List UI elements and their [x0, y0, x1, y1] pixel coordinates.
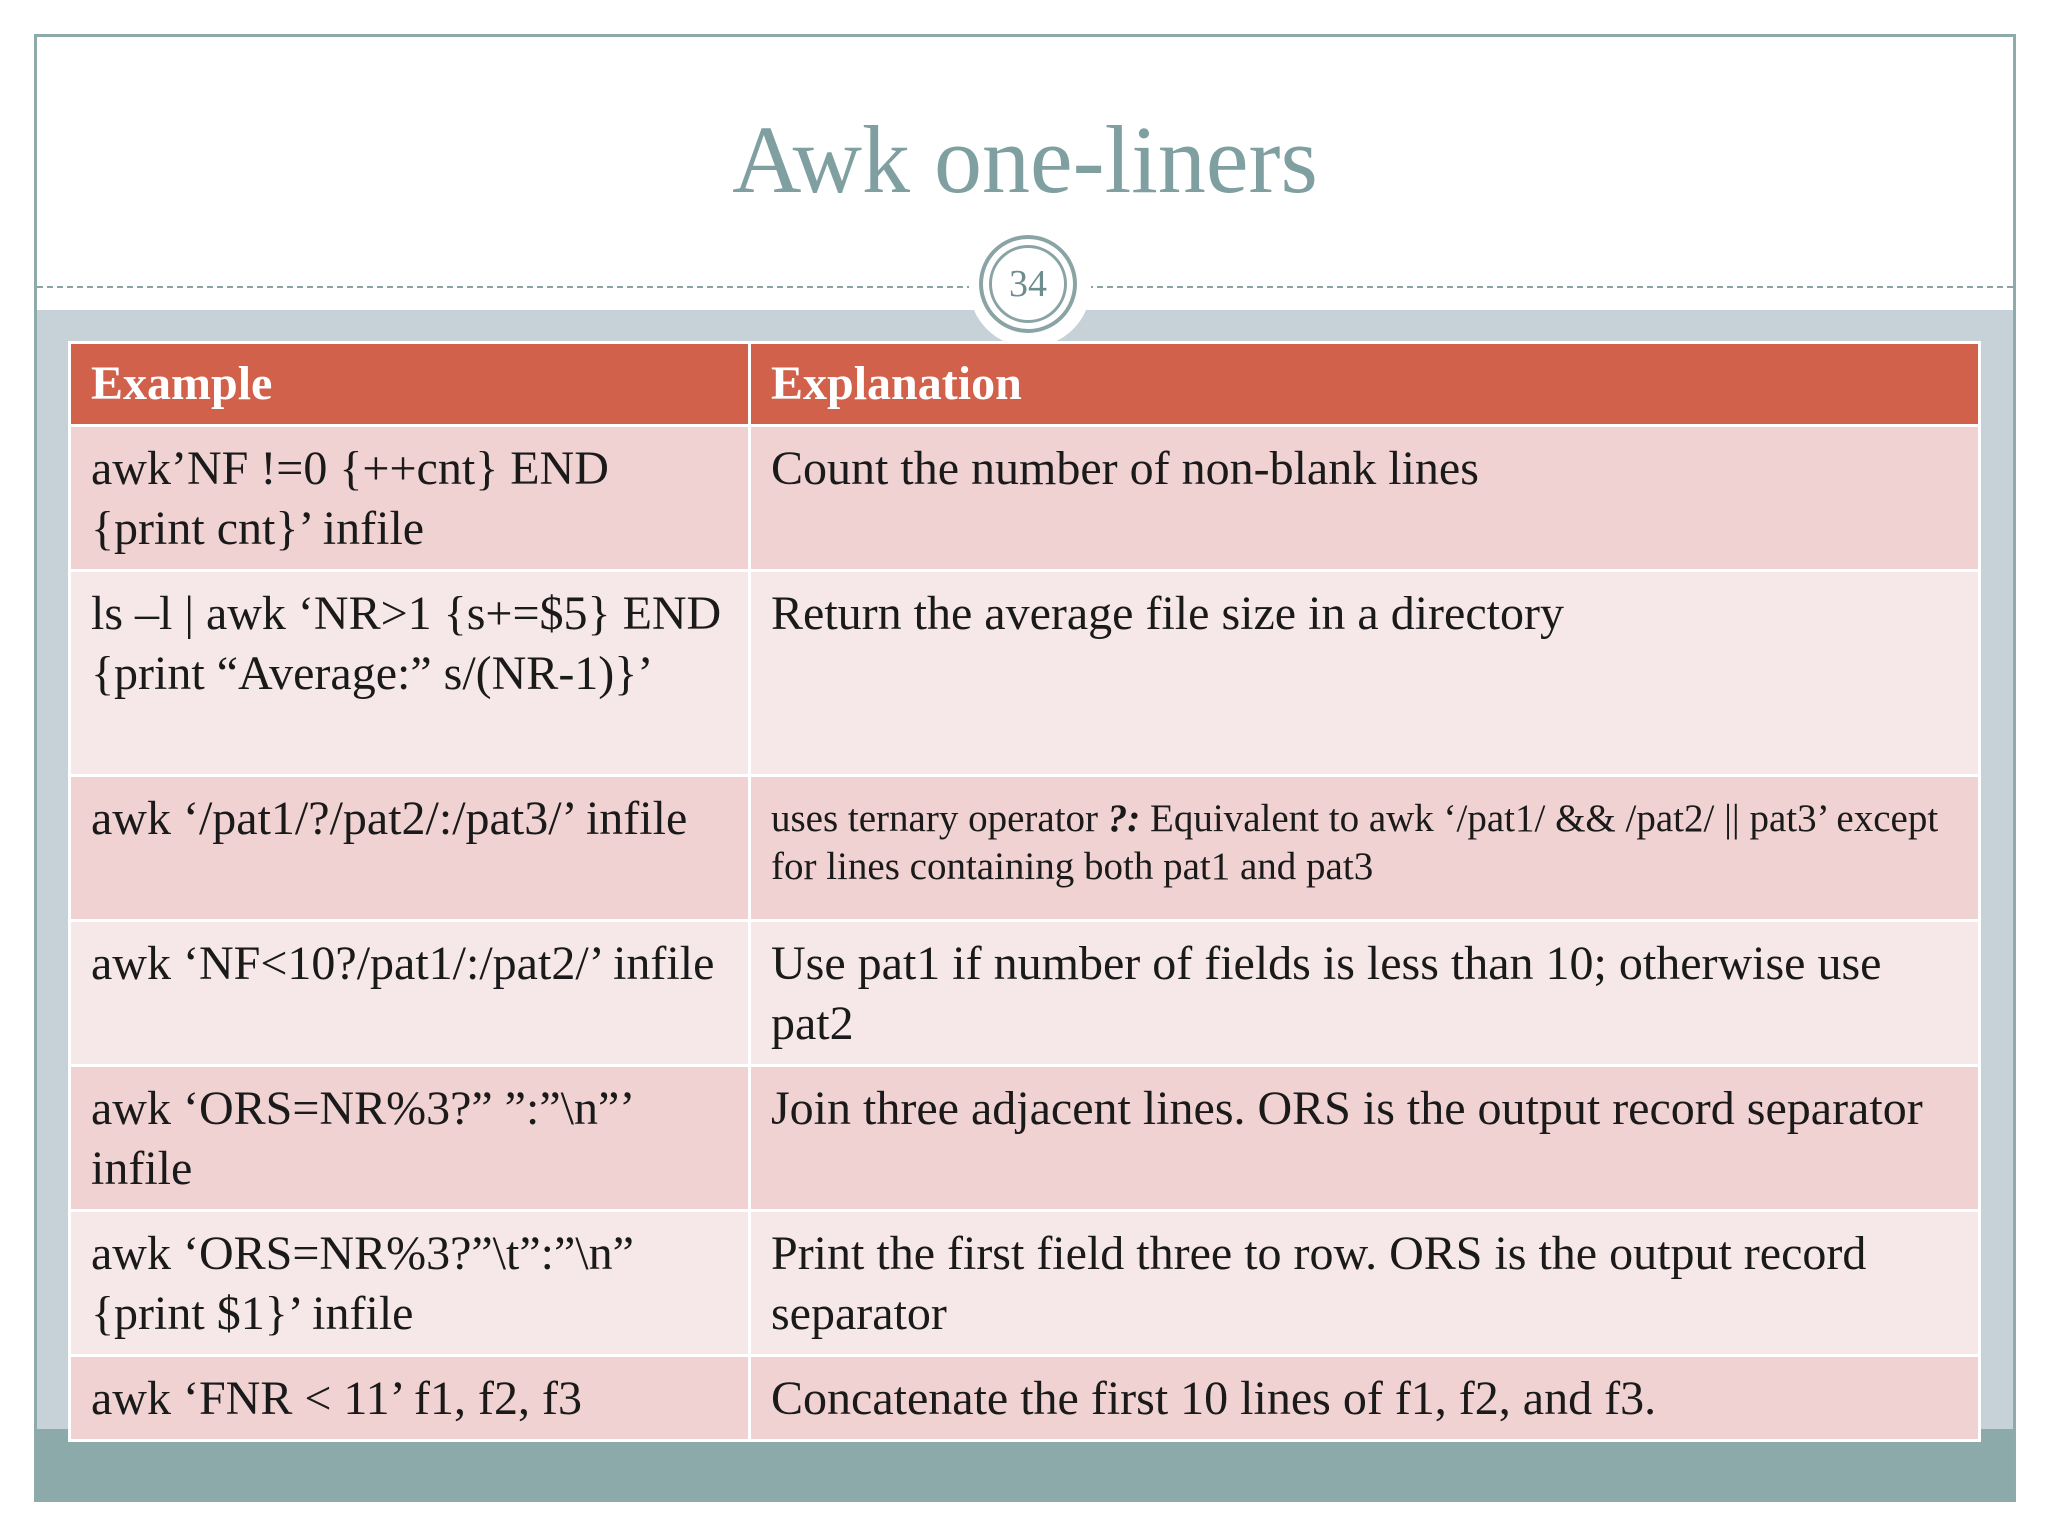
table-header-row: [70, 343, 1980, 426]
page-number: 34: [1009, 263, 1047, 305]
example-cell: awk’NF !=0 {++cnt} END {print cnt}’ infile: [70, 426, 750, 571]
header-explanation: Explanation: [750, 343, 1980, 426]
explanation-text-pre: uses ternary operator: [771, 797, 1108, 840]
awk-one-liners-table: [68, 341, 1981, 1442]
table-row: [70, 571, 1980, 776]
ternary-operator: ?:: [1107, 797, 1141, 840]
explanation-cell: Return the average file size in a directory: [750, 571, 1980, 776]
table-row: [70, 1211, 1980, 1356]
example-cell: awk ‘ORS=NR%3?”\t”:”\n” {print $1}’ infile: [70, 1211, 750, 1356]
header-example: Example: [70, 343, 750, 426]
slide-title: Awk one-liners: [732, 106, 1318, 213]
table-row: [70, 776, 1980, 921]
table-row: [70, 1066, 1980, 1211]
table-row: [70, 426, 1980, 571]
explanation-text-post: Equivalent to awk ‘/pat1/ && /pat2/ || pat3’ except for lines containing both pat1 and pat3: [771, 797, 1939, 888]
example-cell: awk ‘FNR < 11’ f1, f2, f3: [70, 1356, 750, 1441]
example-cell: awk ‘/pat1/?/pat2/:/pat3/’ infile: [70, 776, 750, 921]
explanation-cell: Print the first field three to row. ORS is the output record separator: [750, 1211, 1980, 1356]
example-cell: awk ‘ORS=NR%3?” ”:”\n”’ infile: [70, 1066, 750, 1211]
slide: [34, 34, 2016, 1502]
example-cell: ls –l | awk ‘NR>1 {s+=$5} END {print “Average:” s/(NR-1)}’: [70, 571, 750, 776]
example-cell: awk ‘NF<10?/pat1/:/pat2/’ infile: [70, 921, 750, 1066]
explanation-cell: Join three adjacent lines. ORS is the output record separator: [750, 1066, 1980, 1211]
page-number-badge: [975, 231, 1085, 341]
explanation-cell: Count the number of non-blank lines: [750, 426, 1980, 571]
explanation-cell: Use pat1 if number of fields is less than 10; otherwise use pat2: [750, 921, 1980, 1066]
table-row: [70, 921, 1980, 1066]
explanation-cell: [750, 776, 1980, 921]
table-row: [70, 1356, 1980, 1441]
explanation-cell: Concatenate the first 10 lines of f1, f2, and f3.: [750, 1356, 1980, 1441]
